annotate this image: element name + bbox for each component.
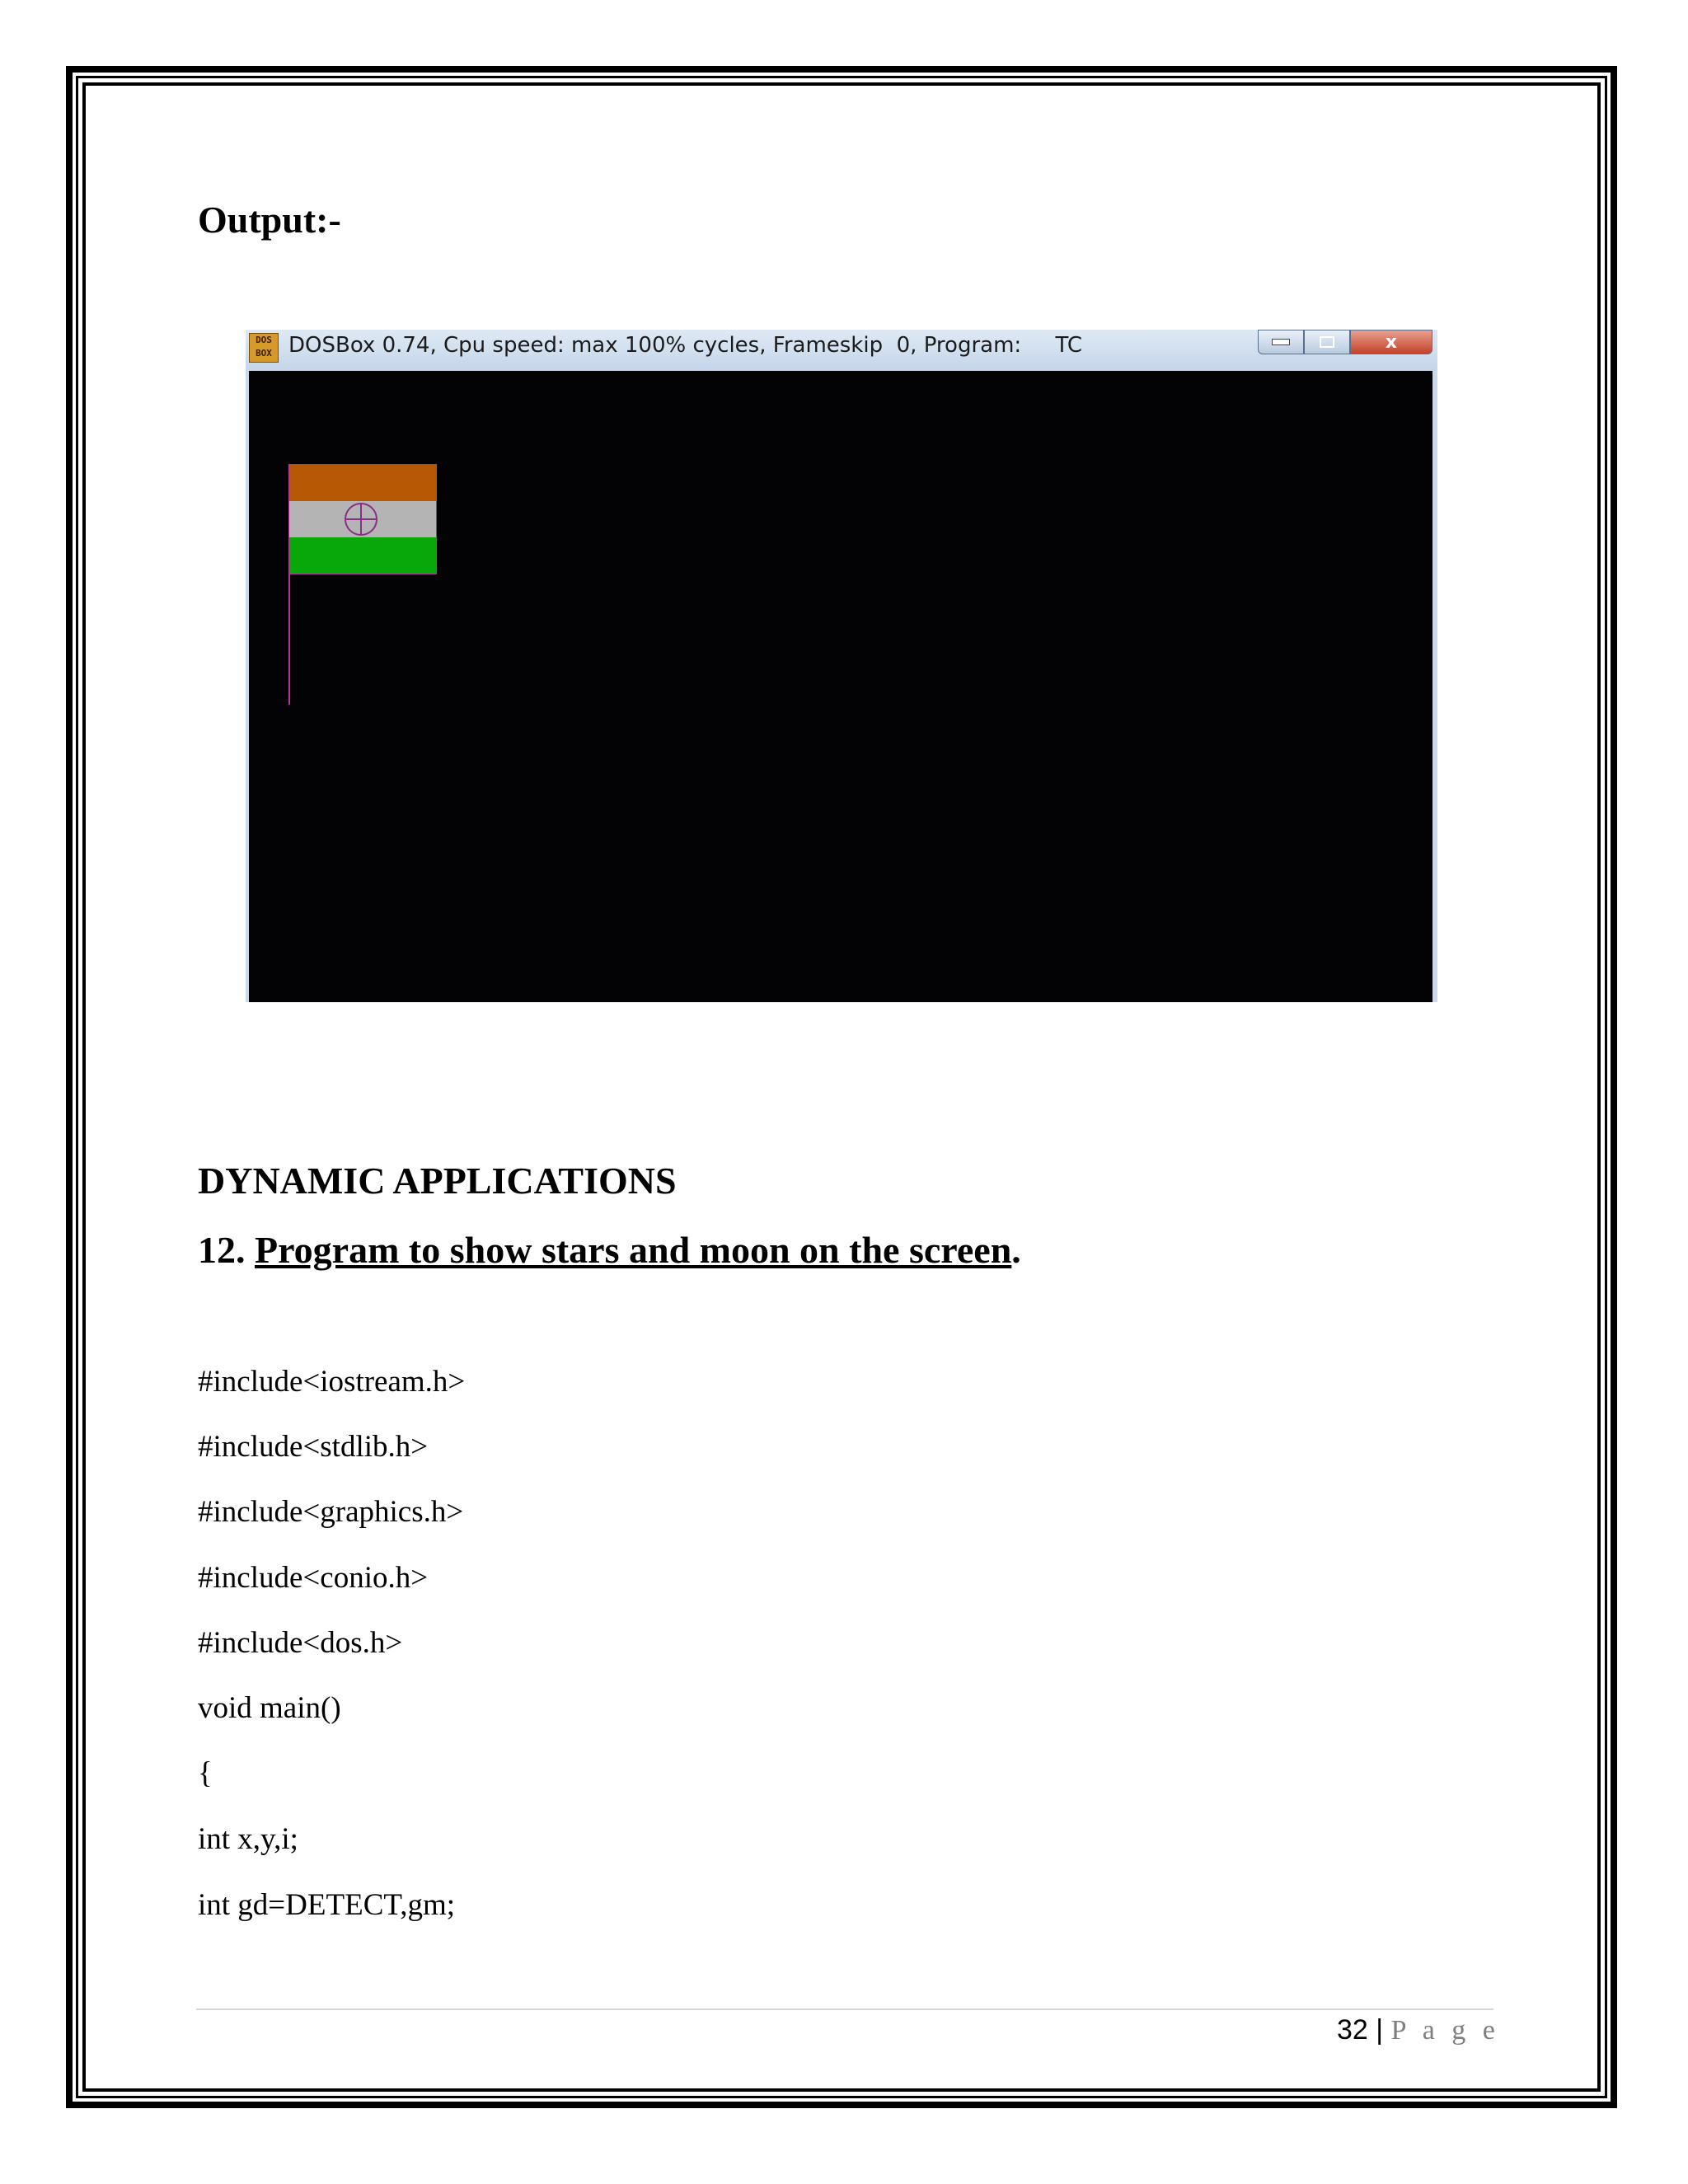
ashoka-chakra-icon: [343, 502, 379, 537]
close-button[interactable]: [1350, 330, 1432, 354]
section-heading: DYNAMIC APPLICATIONS: [198, 1160, 677, 1202]
dosbox-icon-label-bottom: BOX: [256, 348, 272, 359]
program-heading: [198, 1228, 1021, 1272]
indian-flag: [288, 464, 437, 574]
code-line: {: [198, 1756, 213, 1790]
page-number: 32: [1337, 2014, 1368, 2046]
program-title-end: .: [1011, 1229, 1021, 1271]
maximize-button[interactable]: [1304, 330, 1350, 354]
program-title: Program to show stars and moon on the screen: [255, 1229, 1012, 1271]
code-line: #include<iostream.h>: [198, 1365, 466, 1399]
page-separator: |: [1367, 2014, 1391, 2046]
page-word: P a g e: [1390, 2015, 1500, 2046]
output-heading: Output:-: [198, 199, 341, 241]
minimize-button[interactable]: [1258, 330, 1304, 354]
dosbox-titlebar[interactable]: [246, 330, 1437, 371]
program-number: 12.: [198, 1229, 255, 1271]
footer-divider: [196, 2008, 1493, 2010]
code-line: #include<stdlib.h>: [198, 1430, 429, 1464]
flag-saffron-stripe: [289, 465, 436, 501]
flag-pole: [288, 574, 290, 705]
code-line: #include<conio.h>: [198, 1561, 429, 1595]
dosbox-screen[interactable]: [249, 371, 1432, 1002]
dosbox-window[interactable]: [246, 330, 1437, 1002]
code-line: #include<dos.h>: [198, 1626, 403, 1660]
dosbox-window-title: DOSBox 0.74, Cpu speed: max 100% cycles, Frameskip 0, Program: TC: [288, 333, 1082, 358]
window-controls: [1258, 330, 1432, 354]
dosbox-app-icon[interactable]: [249, 333, 279, 363]
code-line: int x,y,i;: [198, 1822, 298, 1856]
code-line: void main(): [198, 1691, 341, 1725]
minimize-icon: [1272, 339, 1290, 345]
dosbox-icon-label-top: DOS: [256, 335, 272, 345]
code-line: #include<graphics.h>: [198, 1495, 464, 1529]
maximize-icon: [1320, 336, 1334, 348]
code-line: int gd=DETECT,gm;: [198, 1888, 456, 1922]
flag-green-stripe: [289, 537, 436, 574]
page-footer: [1337, 2014, 1500, 2046]
close-icon: x: [1385, 331, 1398, 353]
